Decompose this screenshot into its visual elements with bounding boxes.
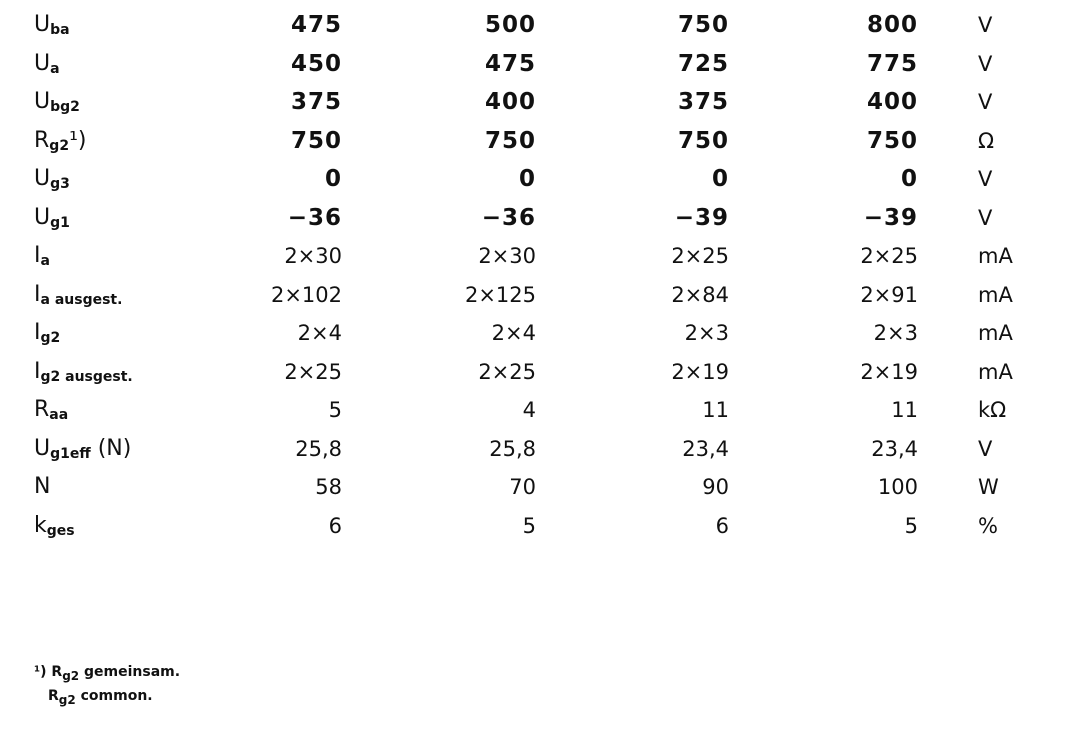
parameter-label (34, 507, 75, 546)
value-cell: 475 (290, 12, 342, 38)
unit-cell: % (978, 513, 998, 538)
parameter-label (34, 391, 68, 430)
unit-cell: mA (978, 282, 1013, 307)
value-cell: 25,8 (489, 436, 536, 461)
parameter-subscript: ba (50, 22, 70, 38)
value-cell: −39 (863, 204, 918, 231)
parameter-subscript: a (40, 253, 50, 269)
value-cell: 375 (677, 89, 729, 115)
value-cell: 90 (702, 475, 729, 499)
parameter-subscript: ges (46, 522, 75, 539)
unit-cell: V (978, 167, 993, 191)
parameter-symbol: U (34, 89, 51, 114)
value-cell: 400 (484, 89, 536, 115)
parameter-subscript: g1eff (50, 445, 91, 462)
table-row (0, 199, 1073, 238)
value-cell: 0 (900, 166, 918, 192)
unit-cell: V (978, 13, 993, 37)
value-cell: 2×19 (671, 359, 729, 384)
unit-cell: Ω (978, 128, 995, 153)
unit-cell: kΩ (978, 398, 1007, 422)
value-cell: 750 (677, 12, 729, 38)
value-cell: 2×125 (464, 282, 536, 307)
value-cell: 0 (518, 166, 536, 192)
value-cell: 2×91 (860, 282, 918, 307)
value-cell: 2×30 (478, 244, 536, 268)
parameter-label (34, 160, 70, 199)
footnote-subscript: g2 (58, 693, 76, 707)
value-cell: 4 (522, 398, 536, 422)
parameter-symbol: R (34, 397, 50, 422)
unit-cell: V (978, 51, 993, 76)
value-cell: 750 (866, 127, 918, 154)
value-cell: 725 (677, 50, 729, 77)
value-cell: 450 (290, 50, 342, 77)
value-cell: 0 (324, 166, 342, 192)
parameter-subscript: g1 (50, 214, 70, 231)
parameter-subscript: a ausgest. (40, 291, 123, 308)
parameter-label (34, 468, 50, 507)
footnote-symbol: R (51, 664, 63, 680)
parameter-symbol: U (34, 12, 51, 37)
parameter-subscript: g2 (40, 330, 61, 346)
value-cell: 5 (522, 513, 536, 538)
unit-cell: mA (978, 359, 1013, 384)
value-cell: 2×19 (860, 359, 918, 384)
parameter-symbol: k (34, 512, 47, 538)
value-cell: 11 (891, 398, 918, 422)
parameter-symbol: R (34, 127, 50, 153)
value-cell: 2×25 (478, 359, 536, 384)
value-cell: 25,8 (295, 436, 342, 461)
value-cell: −36 (481, 204, 536, 231)
unit-cell: mA (978, 244, 1013, 268)
table-row (0, 160, 1073, 199)
table-row (0, 468, 1073, 507)
value-cell: 70 (509, 475, 536, 499)
parameter-subscript: aa (49, 407, 69, 423)
table-row (0, 237, 1073, 276)
unit-cell: V (978, 205, 993, 230)
parameter-symbol: U (34, 50, 51, 76)
parameter-label (34, 83, 80, 122)
value-cell: 500 (484, 12, 536, 38)
value-cell: 23,4 (682, 436, 729, 461)
value-cell: 2×4 (297, 321, 342, 345)
table-row (0, 314, 1073, 353)
value-cell: 6 (715, 513, 729, 538)
value-cell: 775 (866, 50, 918, 77)
table-row (0, 83, 1073, 122)
value-cell: 750 (677, 127, 729, 154)
value-cell: 0 (711, 166, 729, 192)
footnote-line-english (34, 684, 180, 708)
table-row (0, 6, 1073, 45)
unit-cell: W (978, 475, 999, 499)
value-cell: 2×25 (860, 244, 918, 268)
value-cell: 400 (866, 89, 918, 115)
parameter-subscript: g3 (50, 176, 70, 192)
parameter-subscript: g2 (49, 137, 70, 154)
parameter-symbol: I (34, 243, 41, 268)
parameter-label (34, 314, 60, 353)
table-row (0, 391, 1073, 430)
value-cell: 2×25 (284, 359, 342, 384)
parameter-label (34, 237, 50, 276)
parameter-label (34, 6, 70, 45)
parameter-suffix: (N) (90, 435, 132, 461)
parameter-subscript: g2 ausgest. (40, 368, 133, 385)
parameter-symbol: U (34, 204, 51, 230)
unit-cell: mA (978, 321, 1013, 345)
parameter-label (34, 122, 86, 161)
value-cell: 2×84 (671, 282, 729, 307)
footnote-symbol: R (48, 688, 59, 704)
parameter-label (34, 430, 131, 469)
parameter-suffix: ¹) (69, 127, 87, 153)
value-cell: −36 (287, 204, 342, 231)
footnote-text: common. (75, 688, 153, 704)
footnote-line-german (34, 660, 180, 684)
value-cell: 750 (484, 127, 536, 154)
parameter-label (34, 45, 60, 84)
value-cell: 475 (484, 50, 536, 77)
parameter-symbol: I (34, 358, 41, 384)
footnote-subscript: g2 (62, 669, 80, 683)
table-row (0, 353, 1073, 392)
table-row (0, 430, 1073, 469)
data-table (0, 6, 1073, 545)
value-cell: 5 (328, 398, 342, 422)
value-cell: 58 (315, 475, 342, 499)
footnote (34, 660, 180, 708)
footnote-text: gemeinsam. (79, 664, 181, 680)
value-cell: 800 (866, 12, 918, 38)
value-cell: 11 (702, 398, 729, 422)
value-cell: 2×25 (671, 244, 729, 268)
parameter-label (34, 276, 122, 315)
table-row (0, 45, 1073, 84)
value-cell: 23,4 (871, 436, 918, 461)
value-cell: 2×30 (284, 244, 342, 268)
unit-cell: V (978, 90, 993, 114)
parameter-subscript: a (50, 60, 60, 77)
value-cell: 2×102 (270, 282, 342, 307)
value-cell: 5 (904, 513, 918, 538)
parameter-label (34, 199, 70, 238)
parameter-symbol: I (34, 320, 41, 345)
parameter-symbol: U (34, 166, 51, 191)
value-cell: 2×3 (684, 321, 729, 345)
parameter-label (34, 353, 133, 392)
parameter-symbol: I (34, 281, 41, 307)
parameter-subscript: bg2 (50, 99, 80, 115)
value-cell: 6 (328, 513, 342, 538)
table-row (0, 276, 1073, 315)
table-row (0, 507, 1073, 546)
value-cell: 2×3 (873, 321, 918, 345)
table-row (0, 122, 1073, 161)
value-cell: 100 (877, 475, 918, 499)
parameter-symbol: N (34, 474, 51, 499)
value-cell: −39 (674, 204, 729, 231)
unit-cell: V (978, 436, 993, 461)
parameter-symbol: U (34, 435, 51, 461)
value-cell: 750 (290, 127, 342, 154)
value-cell: 2×4 (491, 321, 536, 345)
value-cell: 375 (290, 89, 342, 115)
footnote-marker: ¹) (34, 664, 47, 680)
